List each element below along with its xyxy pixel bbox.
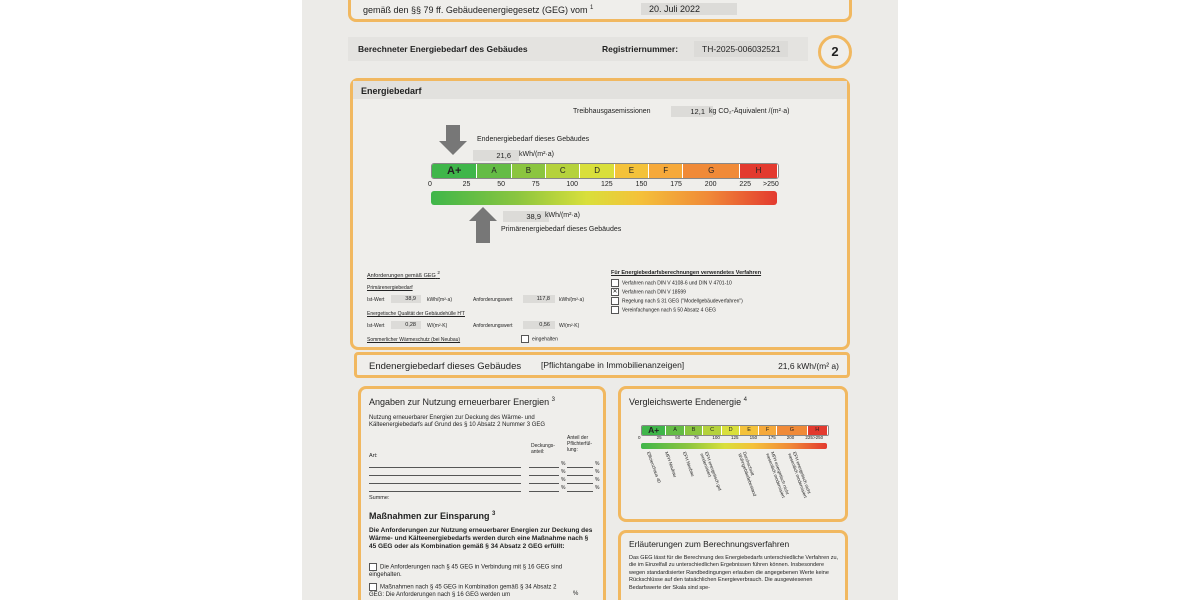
energy-class-aplus: A+ [432, 164, 477, 178]
art-line[interactable] [369, 491, 521, 492]
comparison-box [618, 386, 848, 522]
end-row-value: 21,6 kWh/(m² a) [778, 361, 839, 371]
scale-tick: 100 [566, 181, 579, 188]
end-energy-label: Endenergiebedarf dieses Gebäudes [477, 136, 590, 143]
energy-class-a: A [666, 426, 685, 435]
energy-class-e: E [740, 426, 759, 435]
scale-tick: 0 [638, 435, 641, 440]
scale-tick: 225 [739, 181, 752, 188]
anf1-label: Anforderungswert [473, 297, 513, 303]
pct-sign: % [595, 469, 600, 475]
comparison-label: EFH energetisch nicht wesentlich modernisiert [787, 450, 812, 499]
comparison-label: Effizienzhaus 40 [645, 450, 662, 484]
end-energy-value: 21,6 [473, 150, 519, 161]
energy-class-b: B [512, 164, 546, 178]
energy-class-g: G [777, 426, 807, 435]
scale-tick: 50 [497, 181, 505, 188]
pct-sign: % [561, 477, 566, 483]
end-energy-unit: kWh/(m²·a) [519, 151, 554, 158]
renewables-row[interactable] [369, 485, 601, 493]
page-number-badge: 2 [818, 35, 852, 69]
ist1-unit: kWh/(m²·a) [427, 297, 452, 303]
scale-tick: 125 [601, 181, 613, 188]
comparison-ticks [638, 435, 827, 443]
renewables-title [369, 397, 555, 407]
comparison-sup: 4 [743, 397, 747, 403]
scale-tick: 150 [635, 181, 648, 188]
requirements-title-text: Anforderungen gemäß GEG [367, 272, 436, 279]
explanation-box [618, 530, 848, 600]
anf1-unit: kWh/(m²·a) [559, 297, 584, 303]
method-option[interactable] [611, 297, 743, 306]
ist1-value: 38,9 [391, 295, 421, 303]
deck-line[interactable] [529, 467, 559, 468]
scale-tick: 225 [805, 435, 813, 440]
anf2-value: 0,56 [523, 321, 555, 329]
method-option[interactable] [611, 306, 743, 315]
comparison-label: MFH energetisch nicht wesentlich modernisiert [765, 450, 791, 499]
measures-title-text: Maßnahmen zur Einsparung [369, 511, 490, 521]
energy-title-bar [353, 81, 847, 99]
renewables-title-text: Angaben zur Nutzung erneuerbarer Energien [369, 397, 550, 407]
measures-item-1-text: Die Anforderungen nach § 45 GEG in Verbindung mit § 16 GEG sind eingehalten. [369, 564, 563, 579]
explanation-text: Das GEG lässt für die Berechnung des Energiebedarfs unterschiedliche Verfahren zu, die im Einzelfall zu unterschiedlichen Ergebnissen führen können. Insbesondere wegen standardisierter Randbedingungen erlauben die angegebenen Werte keine Rückschlüsse auf den tatsächlichen Energieverbrauch. Die ausgewiesenen Bedarfswerte der Skala sind spe- [629, 555, 839, 591]
pct-sign: % [561, 485, 566, 491]
ghg-value: 12,1 [671, 106, 713, 117]
methods-title: Für Energiebedarfsberechnungen verwendetes Verfahren [611, 270, 762, 276]
renewables-intro: Nutzung erneuerbarer Energien zur Deckung des Wärme- und Kälteenergiebedarfs auf Grund des § 10 Absatz 2 Nummer 3 GEG [369, 415, 546, 428]
measures-item-1-checkbox[interactable] [369, 563, 377, 571]
measures-title [369, 511, 495, 521]
ist2-label: Ist-Wert [367, 323, 385, 329]
method-label: Vereinfachungen nach § 50 Absatz 4 GEG [622, 307, 716, 314]
summer-checkbox-box[interactable] [521, 335, 529, 343]
renewables-box [358, 386, 606, 600]
summer-checkbox[interactable] [521, 335, 558, 343]
measures-text: Die Anforderungen zur Nutzung erneuerbarer Energien zur Deckung des Wärme- und Kälteenergiebedarfs werden durch eine Maßnahme nach § 45 GEG oder als Kombination gemäß § 34 Absatz 2 GEG erfüllt: [369, 527, 593, 550]
art-line[interactable] [369, 475, 521, 476]
comparison-label: Durchschnitt Wohngebäudebestand [737, 450, 758, 497]
requirements-title [367, 270, 440, 279]
deck-line[interactable] [529, 475, 559, 476]
renewables-rows [369, 461, 601, 493]
primary-energy-label: Primärenergiebedarf dieses Gebäudes [501, 226, 622, 233]
energy-class-g: G [683, 164, 740, 178]
energy-certificate-page [302, 0, 898, 600]
col-anteil: Anteil der Pflichterfül-lung: [567, 435, 593, 453]
anteil-line[interactable] [567, 467, 593, 468]
law-reference-text [363, 5, 593, 15]
renewables-row[interactable] [369, 477, 601, 485]
measures-item-2-pct: % [573, 591, 579, 597]
method-option[interactable] [611, 279, 743, 288]
reg-label: Registriernummer: [602, 44, 679, 54]
energy-class-f: F [759, 426, 778, 435]
comparison-title-text: Vergleichswerte Endenergie [629, 397, 742, 407]
law-text: gemäß den §§ 79 ff. Gebäudeenergiegesetz (GEG) vom [363, 5, 588, 15]
measures-item-1[interactable] [369, 563, 595, 580]
primary-head: Primärenergiebedarf [367, 285, 413, 291]
measures-item-2-text: Maßnahmen nach § 45 GEG in Kombination gemäß § 34 Absatz 2 GEG: Die Anforderungen nach § 16 GEG werden um [369, 584, 557, 599]
scale-tick: 175 [670, 181, 682, 188]
comparison-label: EFH Neubau [681, 450, 696, 478]
anf2-label: Anforderungswert [473, 323, 513, 329]
anf2-unit: W/(m²·K) [559, 323, 580, 329]
energy-gradient-bar [431, 191, 777, 205]
method-checkbox[interactable] [611, 279, 619, 287]
method-checkbox[interactable] [611, 297, 619, 305]
comparison-labels [641, 451, 827, 517]
anteil-line[interactable] [567, 483, 593, 484]
reg-number: TH-2025-006032521 [694, 41, 788, 57]
anf1-value: 117,8 [523, 295, 555, 303]
energy-class-a: A [477, 164, 511, 178]
art-line[interactable] [369, 467, 521, 468]
method-label: Verfahren nach DIN V 18599 [622, 289, 686, 296]
anteil-line[interactable] [567, 475, 593, 476]
comparison-label: MFH Neubau [663, 450, 678, 478]
energy-class-c: C [546, 164, 580, 178]
renewables-sup: 3 [551, 397, 555, 403]
scale-tick: 0 [428, 181, 432, 188]
renewables-row[interactable] [369, 461, 601, 469]
scale-tick: 75 [693, 435, 699, 440]
pct-sign: % [595, 477, 600, 483]
art-line[interactable] [369, 483, 521, 484]
ist1-label: Ist-Wert [367, 297, 385, 303]
primary-energy-unit: kWh/(m²·a) [545, 212, 580, 219]
method-checkbox[interactable] [611, 306, 619, 314]
pct-sign: % [595, 461, 600, 467]
renewables-row[interactable] [369, 469, 601, 477]
end-energy-arrow-icon [446, 125, 460, 141]
ist2-value: 0,28 [391, 321, 421, 329]
primary-energy-arrow-icon [476, 221, 490, 243]
ist2-unit: W/(m²·K) [427, 323, 448, 329]
scale-tick: 50 [675, 435, 681, 440]
method-checkbox[interactable]: ✕ [612, 289, 618, 295]
energy-class-e: E [615, 164, 649, 178]
explanation-title: Erläuterungen zum Berechnungsverfahren [629, 539, 790, 549]
law-reference-box [348, 0, 852, 22]
energy-class-h: H [808, 426, 828, 435]
deck-line[interactable] [529, 483, 559, 484]
energy-class-h: H [740, 164, 778, 178]
measures-item-2[interactable] [369, 583, 569, 600]
primary-energy-value: 38,9 [503, 211, 549, 222]
scale-tick: 200 [704, 181, 717, 188]
measures-item-2-checkbox[interactable] [369, 583, 377, 591]
method-label: Verfahren nach DIN V 4108-6 und DIN V 4701-10 [622, 280, 732, 287]
hull-head: Energetische Qualität der Gebäudehülle H'T [367, 311, 465, 317]
scale-tick: >250 [763, 181, 779, 188]
header-title: Berechneter Energiebedarf des Gebäudes [358, 44, 528, 54]
col-art: Art: [369, 453, 378, 459]
energy-class-b: B [685, 426, 704, 435]
ghg-unit: kg CO₂-Äquivalent /(m²·a) [709, 108, 790, 115]
energy-title: Energiebedarf [361, 86, 422, 96]
energy-class-aplus: A+ [642, 426, 666, 435]
scale-tick: 100 [712, 435, 720, 440]
energy-class-d: D [580, 164, 614, 178]
anteil-line[interactable] [567, 491, 593, 492]
energy-class-c: C [703, 426, 722, 435]
law-sup: 1 [589, 5, 594, 11]
scale-tick: 25 [462, 181, 471, 188]
scale-tick: 200 [786, 435, 795, 440]
end-row-hint: [Pflichtangabe in Immobilienanzeigen] [541, 360, 685, 370]
scale-tick: 150 [749, 435, 758, 440]
scale-tick: 175 [768, 435, 776, 440]
energy-class-d: D [722, 426, 741, 435]
comparison-gradient-bar [641, 443, 827, 449]
summer-checkbox-label: eingehalten [532, 336, 558, 343]
method-option[interactable] [611, 288, 743, 297]
methods-list [611, 279, 743, 315]
measures-sup: 3 [492, 511, 496, 517]
renewables-sum: Summe: [369, 495, 390, 501]
primary-energy-arrow-head [469, 207, 497, 221]
comparison-label: EFH energetisch gut modernisiert [699, 450, 723, 492]
energy-class-f: F [649, 164, 683, 178]
pct-sign: % [595, 485, 600, 491]
comparison-title [629, 397, 747, 407]
deck-line[interactable] [529, 491, 559, 492]
end-energy-arrow-head [439, 141, 467, 155]
energy-demand-box [350, 78, 850, 350]
scale-tick: 75 [531, 181, 540, 188]
end-row-label: Endenergiebedarf dieses Gebäudes [369, 361, 522, 372]
pct-sign: % [561, 461, 566, 467]
col-deck: Deckungs-anteil: [531, 443, 555, 455]
method-label: Regelung nach § 31 GEG ("Modellgebäudeverfahren") [622, 298, 743, 305]
scale-tick: 125 [731, 435, 739, 440]
end-energy-row [354, 352, 850, 378]
energy-class-scale [431, 163, 779, 179]
summer-label: Sommerlicher Wärmeschutz (bei Neubau) [367, 337, 461, 343]
law-date: 20. Juli 2022 [641, 3, 737, 15]
energy-scale-ticks [428, 181, 779, 191]
pct-sign: % [561, 469, 566, 475]
ghg-label: Treibhausgasemissionen [573, 108, 651, 115]
scale-tick: >250 [813, 435, 824, 440]
scale-tick: 25 [656, 435, 662, 440]
requirements-sup: 2 [437, 270, 440, 275]
